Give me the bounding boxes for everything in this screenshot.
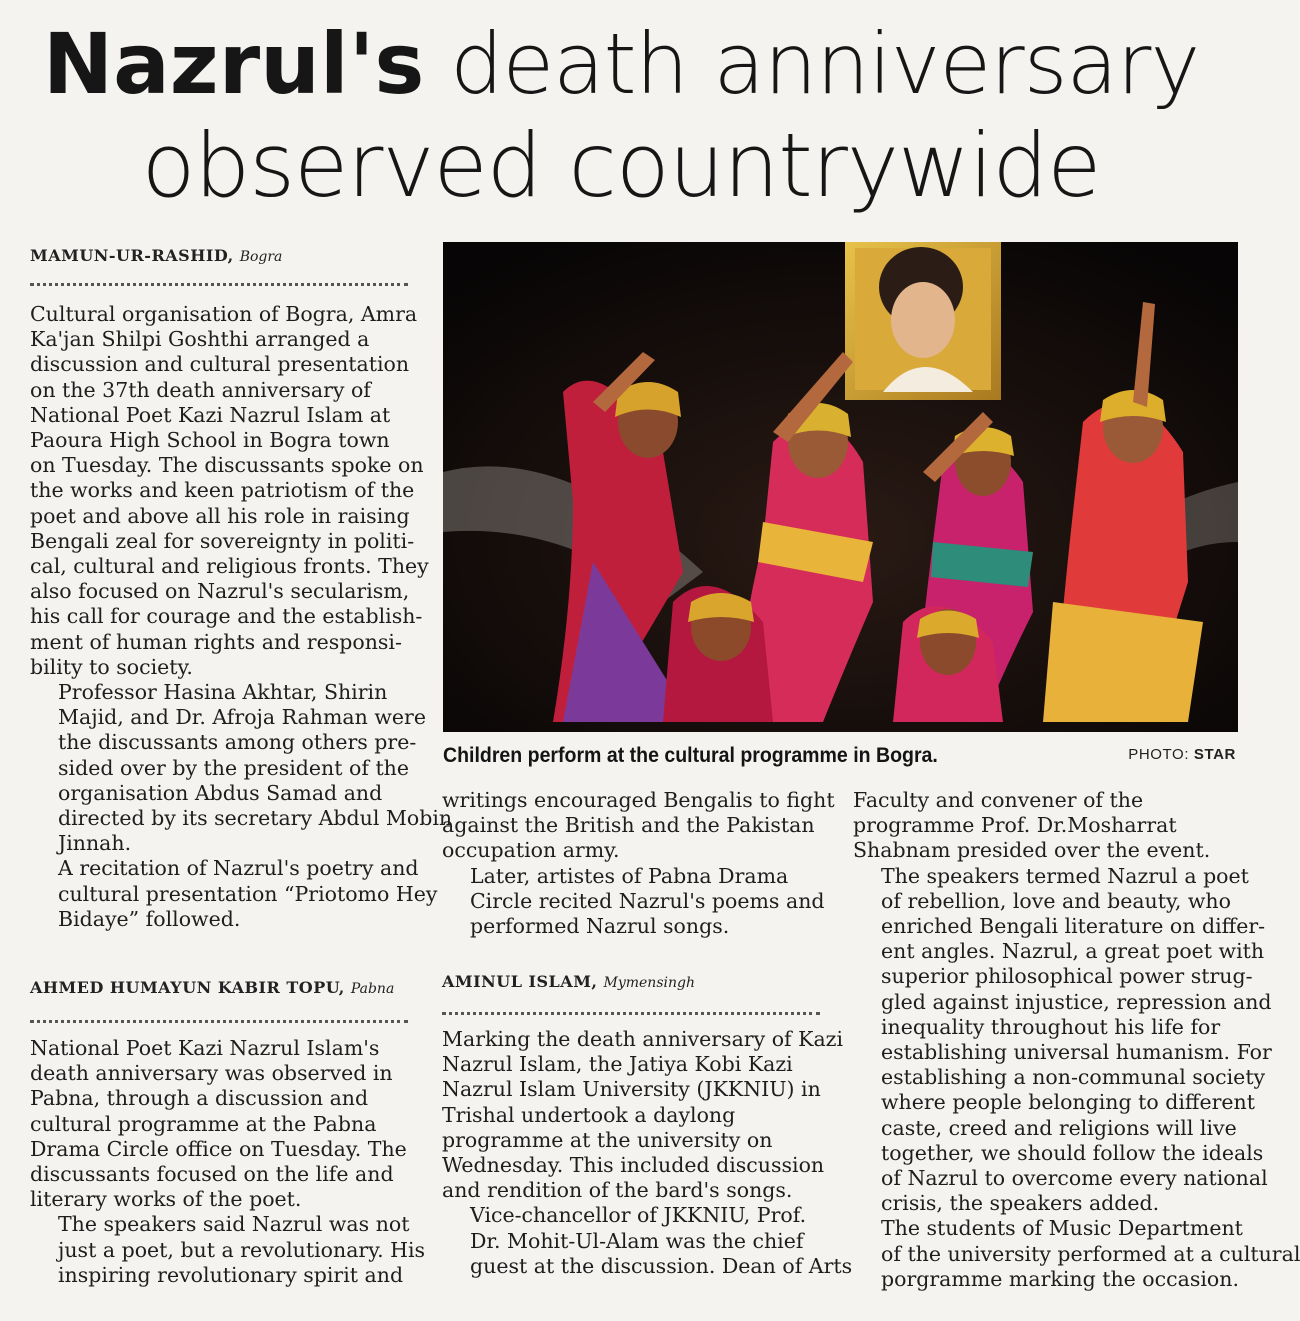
text-line: discussion and cultural presentation [30, 352, 410, 377]
byline-place: Bogra [239, 249, 283, 265]
text-line: on Tuesday. The discussants spoke on [30, 453, 424, 478]
text-line: just a poet, but a revolutionary. His [58, 1237, 426, 1262]
text-line: of Nazrul to overcome every national [881, 1166, 1268, 1191]
text-line: and rendition of the bard's songs. [442, 1178, 793, 1203]
text-line: enriched Bengali literature on differ- [881, 914, 1266, 939]
text-line: superior philosophical power strug- [881, 964, 1253, 989]
text-line: Paoura High School in Bogra town [30, 428, 390, 453]
text-line: literary works of the poet. [30, 1187, 302, 1212]
text-line: of rebellion, love and beauty, who [881, 888, 1231, 913]
text-line: cal, cultural and religious fronts. They [30, 554, 429, 579]
paragraph [30, 1212, 426, 1288]
photo-caption: Children perform at the cultural programme in Bogra. [443, 744, 938, 767]
paragraph [30, 856, 438, 932]
text-line: cultural presentation “Priotomo Hey [58, 881, 438, 906]
text-line: Professor Hasina Akhtar, Shirin [58, 680, 388, 705]
headline-rest: death anniversary [450, 15, 1200, 113]
headline-line-1 [0, 14, 1242, 114]
text-line: gled against injustice, repression and [881, 989, 1272, 1014]
paragraph [442, 1027, 844, 1203]
text-line: Bidaye” followed. [58, 906, 241, 931]
text-line: Dr. Mohit-Ul-Alam was the chief [470, 1228, 804, 1253]
paragraph [853, 1216, 1300, 1292]
dance-performance-photo [443, 242, 1238, 732]
text-line: Wednesday. This included discussion [442, 1153, 825, 1178]
text-line: writings encouraged Bengalis to fight [442, 788, 835, 812]
paragraph [442, 788, 835, 864]
byline-pabna [30, 978, 394, 997]
text-line: Circle recited Nazrul's poems and [470, 888, 825, 913]
text-line: Later, artistes of Pabna Drama [470, 863, 789, 888]
text-line: Cultural organisation of Bogra, Amra [30, 302, 418, 326]
text-line: his call for courage and the establish- [30, 604, 423, 629]
text-line: Bengali zeal for sovereignty in politi- [30, 528, 415, 553]
byline-place: Pabna [350, 981, 395, 997]
paragraph [853, 863, 1272, 1217]
text-line: Ka'jan Shilpi Goshthi arranged a [30, 327, 370, 352]
text-line: A recitation of Nazrul's poetry and [58, 856, 419, 881]
byline-name: MAMUN-UR-RASHID, [30, 246, 234, 265]
text-line: performed Nazrul songs. [470, 914, 730, 939]
photo-illustration [443, 242, 1238, 732]
paragraph [442, 1203, 853, 1279]
text-line: sided over by the president of the [58, 755, 410, 780]
text-line: Shabnam presided over the event. [853, 838, 1211, 863]
text-line: the discussants among others pre- [58, 730, 417, 755]
text-line: bility to society. [30, 654, 193, 679]
byline-divider [30, 283, 408, 286]
text-line: inspiring revolutionary spirit and [58, 1262, 404, 1287]
text-line: Nazrul Islam, the Jatiya Kobi Kazi [442, 1052, 793, 1077]
text-line: ment of human rights and responsi- [30, 629, 402, 654]
paragraph [442, 864, 832, 940]
text-line: against the British and the Pakistan [442, 813, 815, 838]
text-line: Pabna, through a discussion and [30, 1086, 369, 1111]
paragraph [30, 680, 453, 856]
text-line: The students of Music Department [881, 1216, 1243, 1241]
photo-credit [1128, 746, 1236, 763]
credit-label: PHOTO: [1128, 746, 1190, 763]
text-line: of the university performed at a cultural [881, 1241, 1300, 1266]
text-line: also focused on Nazrul's secularism, [30, 579, 410, 604]
text-line: Faculty and convener of the [853, 788, 1144, 812]
text-line: Trishal undertook a daylong [442, 1102, 736, 1127]
text-line: together, we should follow the ideals [881, 1140, 1264, 1165]
paragraph [853, 788, 1238, 864]
text-line: programme Prof. Dr.Mosharrat [853, 813, 1177, 838]
text-line: organisation Abdus Samad and [58, 780, 383, 805]
text-line: National Poet Kazi Nazrul Islam at [30, 402, 391, 427]
credit-source: STAR [1193, 746, 1236, 763]
text-line: ent angles. Nazrul, a great poet with [881, 939, 1265, 964]
byline-name: AHMED HUMAYUN KABIR TOPU, [30, 978, 345, 997]
byline-place: Mymensingh [603, 975, 695, 991]
text-line: the works and keen patriotism of the [30, 478, 415, 503]
text-line: Majid, and Dr. Afroja Rahman were [58, 705, 426, 730]
byline-divider [30, 1020, 408, 1023]
text-line: The speakers termed Nazrul a poet [881, 863, 1249, 888]
story-mymensingh-body [442, 1027, 853, 1279]
text-line: porgramme marking the occasion. [881, 1266, 1239, 1291]
story-mymensingh-continued [853, 788, 1300, 1292]
story-pabna-body [30, 1036, 426, 1288]
text-line: on the 37th death anniversary of [30, 377, 371, 402]
byline-bogra [30, 246, 282, 265]
text-line: guest at the discussion. Dean of Arts [470, 1253, 853, 1278]
text-line: National Poet Kazi Nazrul Islam's [30, 1036, 380, 1060]
text-line: caste, creed and religions will live [881, 1115, 1237, 1140]
text-line: cultural programme at the Pabna [30, 1111, 377, 1136]
text-line: Marking the death anniversary of Kazi [442, 1027, 844, 1051]
text-line: Nazrul Islam University (JKKNIU) in [442, 1077, 821, 1102]
headline-bold-word: Nazrul's [42, 15, 425, 113]
story-pabna-continued [442, 788, 835, 939]
text-line: death anniversary was observed in [30, 1061, 393, 1086]
text-line: directed by its secretary Abdul Mobin [58, 806, 453, 831]
paragraph [30, 1036, 420, 1212]
text-line: Drama Circle office on Tuesday. The [30, 1136, 407, 1161]
byline-name: AMINUL ISLAM, [442, 972, 598, 991]
byline-divider [442, 1012, 820, 1015]
text-line: where people belonging to different [881, 1090, 1255, 1115]
text-line: establishing a non-communal society [881, 1065, 1266, 1090]
text-line: establishing universal humanism. For [881, 1040, 1272, 1065]
text-line: The speakers said Nazrul was not [58, 1212, 410, 1237]
text-line: poet and above all his role in raising [30, 503, 410, 528]
story-bogra-body [30, 302, 453, 932]
text-line: inequality throughout his life for [881, 1014, 1221, 1039]
paragraph [30, 302, 429, 680]
headline-line-2: observed countrywide [141, 114, 1101, 217]
text-line: Vice-chancellor of JKKNIU, Prof. [470, 1203, 807, 1228]
text-line: programme at the university on [442, 1127, 773, 1152]
text-line: Jinnah. [58, 831, 132, 856]
byline-mymensingh [442, 972, 695, 991]
text-line: discussants focused on the life and [30, 1162, 394, 1187]
text-line: occupation army. [442, 838, 620, 863]
text-line: crisis, the speakers added. [881, 1191, 1160, 1216]
